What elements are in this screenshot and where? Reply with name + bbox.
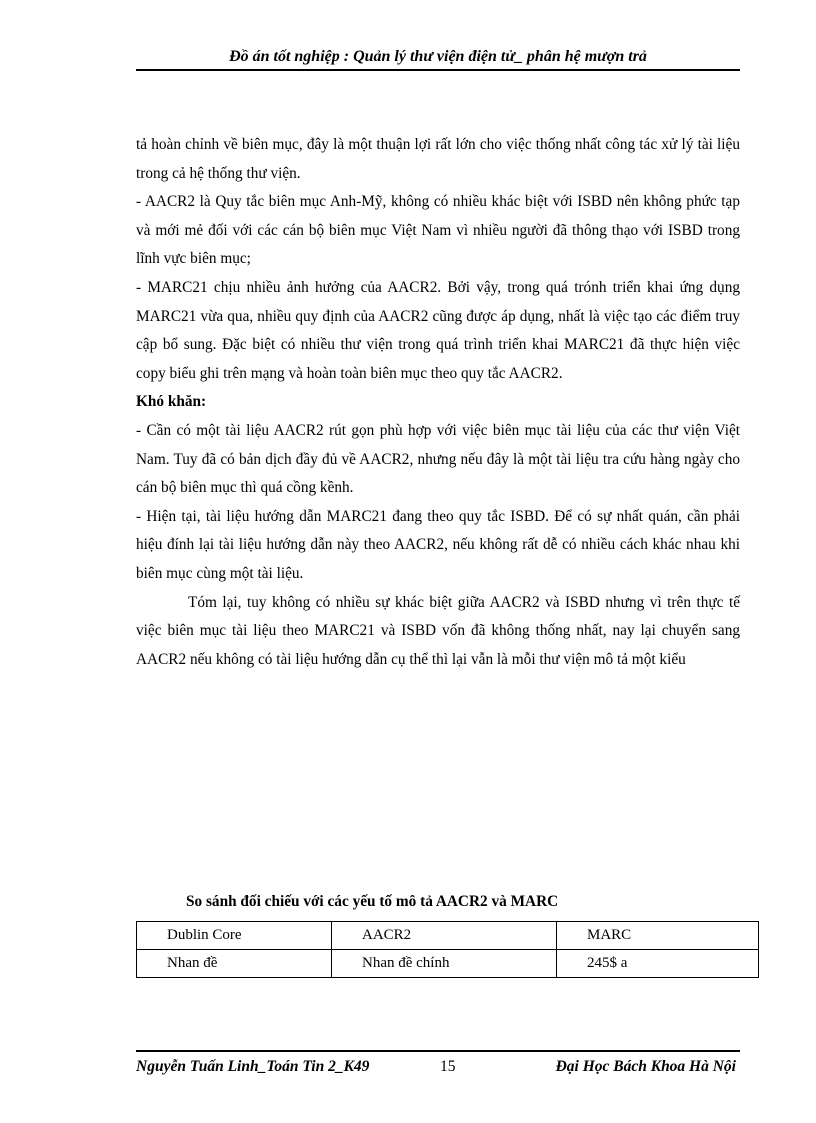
table-cell: AACR2 (332, 922, 557, 950)
table-cell: 245$ a (557, 950, 759, 978)
table-row (137, 950, 759, 978)
table-cell: Nhan đề chính (332, 950, 557, 978)
table-cell: Dublin Core (137, 922, 332, 950)
table-cell: MARC (557, 922, 759, 950)
paragraph: - MARC21 chịu nhiều ảnh hưởng của AACR2. Bởi vậy, trong quá trónh triển khai ứng dụng MARC21 vừa qua, nhiều quy định của AACR2 cũng được áp dụng, nhất là việc tạo các điểm truy cập bổ sung. Đặc biệt có nhiều thư viện trong quá trình triển khai MARC21 đã thực hiện việc copy biểu ghi trên mạng và hoàn toàn biên mục theo quy tắc AACR2. (136, 278, 740, 382)
paragraph: - Hiện tại, tài liệu hướng dẫn MARC21 đang theo quy tắc ISBD. Để có sự nhất quán, cần phải hiệu đính lại tài liệu hướng dẫn này theo AACR2, nếu không rất dễ có nhiều cách khác nhau khi biên mục cùng một tài liệu. (136, 507, 740, 582)
footer-rule (136, 1050, 740, 1052)
page-number: 15 (440, 1058, 456, 1075)
footer-school: Đại Học Bách Khoa Hà Nội (555, 1058, 736, 1075)
paragraph: - AACR2 là Quy tắc biên mục Anh-Mỹ, không có nhiều khác biệt với ISBD nên không phức tạp và mới mẻ đối với các cán bộ biên mục Việt Nam vì nhiều người đã thông thạo với ISBD trong lĩnh vực biên mục; (136, 193, 740, 268)
table-cell: Nhan đề (137, 950, 332, 978)
page-header-title: Đồ án tốt nghiệp : Quản lý thư viện điện tử_ phân hệ mượn trả (229, 48, 647, 65)
table-title: So sánh đối chiếu với các yếu tố mô tả AACR2 và MARC (186, 893, 559, 910)
paragraph: tả hoàn chỉnh về biên mục, đây là một thuận lợi rất lớn cho việc thống nhất công tác xử lý tài liệu trong cả hệ thống thư viện. (136, 136, 740, 182)
table-row (137, 922, 759, 950)
header-rule (136, 69, 740, 71)
paragraph: Tóm lại, tuy không có nhiều sự khác biệt giữa AACR2 và ISBD nhưng vì trên thực tế việc biên mục tài liệu theo MARC21 và ISBD vốn đã không thống nhất, nay lại chuyển sang AACR2 nếu không có tài liệu hướng dẫn cụ thể thì lại vẫn là mỗi thư viện mô tả một kiểu (136, 593, 740, 668)
paragraph: - Cần có một tài liệu AACR2 rút gọn phù hợp với việc biên mục tài liệu của các thư viện Việt Nam. Tuy đã có bản dịch đầy đủ về AACR2, nhưng nếu đây là một tài liệu tra cứu hàng ngày cho cán bộ biên mục thì quá cồng kềnh. (136, 421, 740, 497)
body-text (136, 131, 740, 674)
comparison-table (136, 921, 759, 978)
section-heading: Khó khăn: (136, 393, 207, 411)
footer-author: Nguyễn Tuấn Linh_Toán Tin 2_K49 (136, 1058, 370, 1075)
